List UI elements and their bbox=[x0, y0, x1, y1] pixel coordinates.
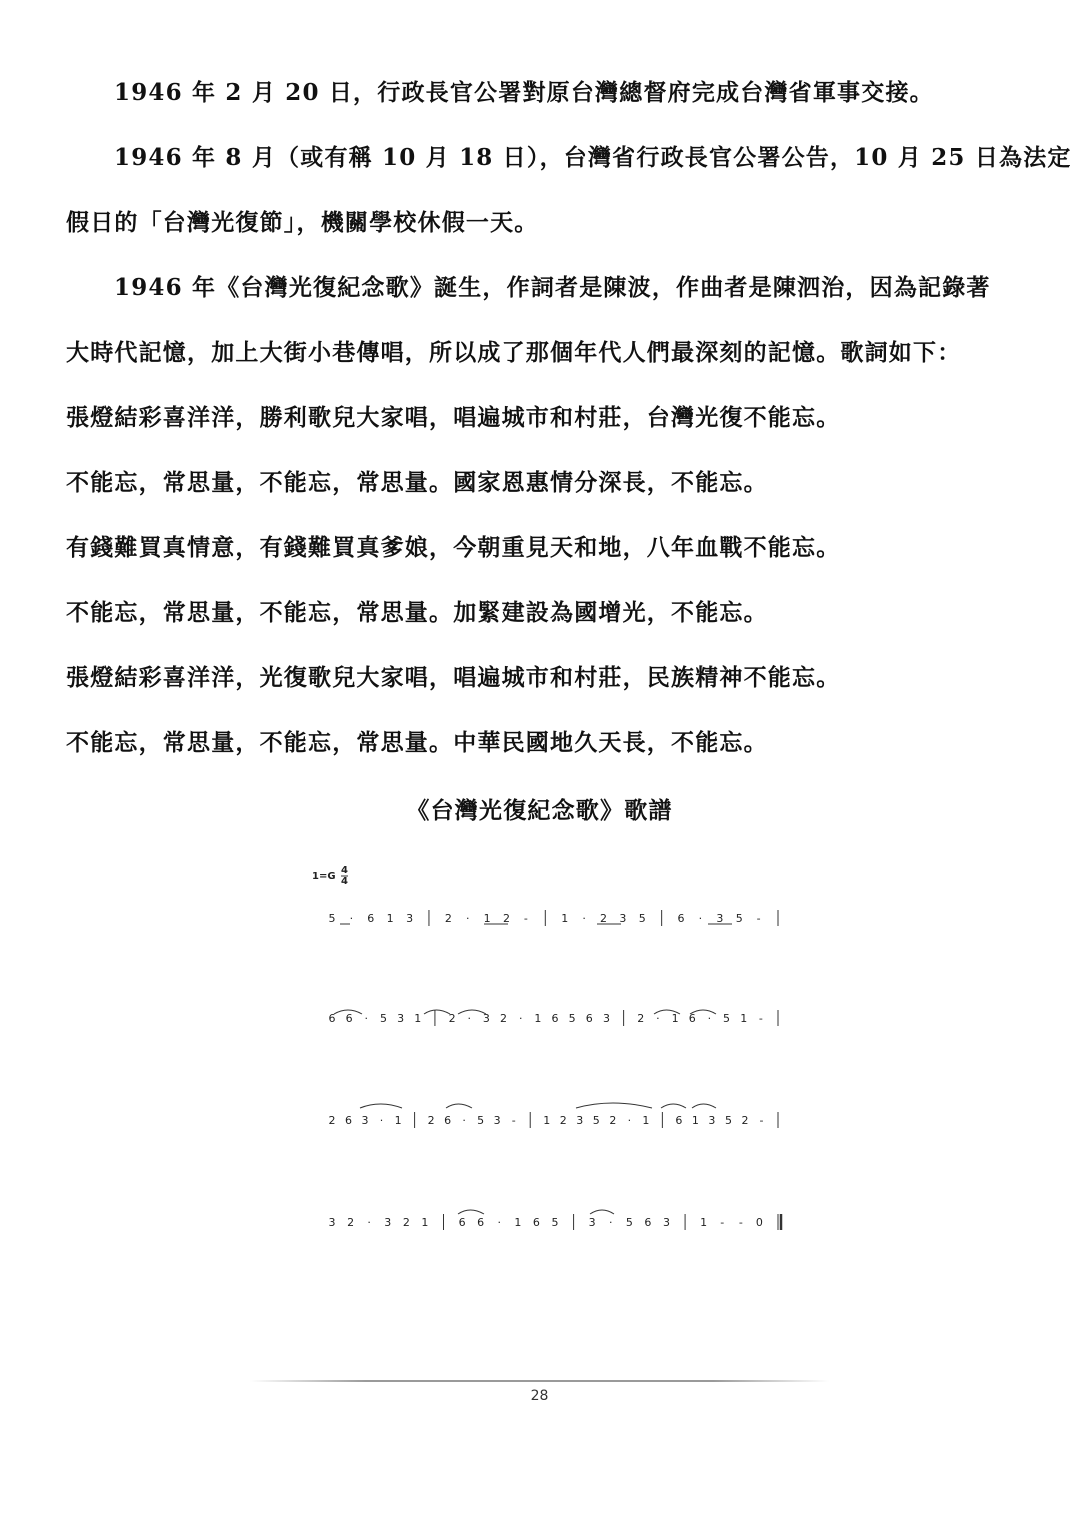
score-row-4 bbox=[329, 1214, 782, 1230]
score-note: 6 bbox=[458, 1216, 466, 1229]
score-note: 3 bbox=[397, 1012, 405, 1025]
score-note: 1 bbox=[483, 912, 491, 925]
lyric-line-2: 不能忘，常思量，不能忘，常思量。國家恩惠情分深長，不能忘。 bbox=[66, 469, 768, 496]
score-note: 2 bbox=[599, 912, 607, 925]
score-note: · bbox=[582, 912, 586, 925]
score-note: 3 bbox=[482, 1012, 490, 1025]
score-note: 5 bbox=[477, 1114, 485, 1127]
score-note: 1 bbox=[642, 1114, 650, 1127]
score-note: 1 bbox=[700, 1216, 708, 1229]
score-note: · bbox=[656, 1012, 660, 1025]
score-note: 3 bbox=[576, 1114, 584, 1127]
score-note: · bbox=[518, 1012, 523, 1025]
score-note: 5 bbox=[724, 1114, 732, 1127]
score-note: · bbox=[364, 1012, 369, 1025]
score-note: 3 bbox=[493, 1114, 501, 1127]
score-note: 6 bbox=[551, 1012, 559, 1025]
score-note: 2 bbox=[741, 1114, 749, 1127]
score-note: 3 bbox=[328, 1216, 336, 1229]
lyric-line-6: 不能忘，常思量，不能忘，常思量。中華民國地久天長，不能忘。 bbox=[66, 729, 768, 756]
score-marks bbox=[334, 924, 732, 1214]
score-note: 3 bbox=[619, 912, 627, 925]
score-note: 1 bbox=[740, 1012, 748, 1025]
score-note: · bbox=[627, 1114, 632, 1127]
score-note: · bbox=[497, 1216, 501, 1229]
score-note: · bbox=[379, 1114, 384, 1127]
score-note: 5 bbox=[379, 1012, 387, 1025]
score-note: · bbox=[609, 1216, 613, 1229]
score-note: - bbox=[758, 1012, 763, 1025]
score-note: 5 bbox=[638, 912, 646, 925]
score-note: 6 bbox=[345, 1114, 353, 1127]
score-note: 2 bbox=[448, 1012, 456, 1025]
score-note: 6 bbox=[677, 912, 685, 925]
score-row-2 bbox=[329, 1010, 779, 1026]
score-note: 2 bbox=[347, 1216, 355, 1229]
score-note: - bbox=[511, 1114, 516, 1127]
score-note: 6 bbox=[477, 1216, 485, 1229]
score-note: 6 bbox=[444, 1114, 452, 1127]
score-note: 6 bbox=[644, 1216, 652, 1229]
score-note: · bbox=[698, 912, 703, 925]
slur-mark bbox=[458, 1210, 484, 1214]
paragraph-3-line-2: 大時代記憶，加上大街小巷傳唱，所以成了那個年代人們最深刻的記憶。歌詞如下： bbox=[66, 339, 962, 366]
paragraph-2-line-2: 假日的「台灣光復節」，機關學校休假一天。 bbox=[66, 209, 539, 236]
score-note: 3 bbox=[384, 1216, 392, 1229]
paragraph-1: 1946 年 2 月 20 日，行政長官公署對原台灣總督府完成台灣省軍事交接。 bbox=[114, 79, 934, 106]
score-note: 2 bbox=[427, 1114, 435, 1127]
score-note: - bbox=[756, 912, 761, 925]
footer-divider bbox=[250, 1380, 829, 1382]
score-note: 2 bbox=[444, 912, 452, 925]
paragraph-2-line-1: 1946 年 8 月（或有稱 10 月 18 日），台灣省行政長官公署公告，10 月 25 日為法定 bbox=[114, 144, 1072, 171]
score-note: 6 bbox=[585, 1012, 593, 1025]
score-title: 《台灣光復紀念歌》歌譜 bbox=[406, 797, 673, 824]
score-note: 3 bbox=[406, 912, 414, 925]
score-note: 1 bbox=[394, 1114, 402, 1127]
score-note: · bbox=[465, 912, 470, 925]
slur-mark bbox=[446, 1104, 472, 1108]
slur-mark bbox=[424, 1010, 450, 1014]
score-note: 3 bbox=[663, 1216, 670, 1229]
score-note: 3 bbox=[716, 912, 724, 925]
score-note: 5 bbox=[592, 1114, 600, 1127]
score-note: 1 bbox=[514, 1216, 522, 1229]
score-note: 5 bbox=[551, 1216, 559, 1229]
score-note: 5 bbox=[625, 1216, 633, 1229]
score-note: · bbox=[367, 1216, 371, 1229]
score-note: 2 bbox=[402, 1216, 410, 1229]
score-note: · bbox=[349, 912, 354, 925]
score-note: 6 bbox=[532, 1216, 540, 1229]
lyric-line-1: 張燈結彩喜洋洋，勝利歌兒大家唱，唱遍城市和村莊，台灣光復不能忘。 bbox=[66, 404, 841, 431]
score-note: 1 bbox=[421, 1216, 429, 1229]
score-key: 1=G bbox=[312, 871, 336, 882]
slur-mark bbox=[590, 1210, 614, 1214]
score-note: 6 bbox=[688, 1012, 696, 1025]
lyric-line-3: 有錢難買真情意，有錢難買真爹娘，今朝重見天和地，八年血戰不能忘。 bbox=[66, 534, 841, 561]
score-note: 1 bbox=[543, 1114, 551, 1127]
score-note: 5 bbox=[735, 912, 743, 925]
score-note: 1 bbox=[671, 1012, 679, 1025]
score-note: · bbox=[707, 1012, 712, 1025]
score-note: 5 bbox=[568, 1012, 576, 1025]
score-note: 1 bbox=[561, 912, 569, 925]
score-note: 6 bbox=[675, 1114, 683, 1127]
slur-mark bbox=[360, 1104, 402, 1108]
score-note: 6 bbox=[345, 1012, 353, 1025]
score-note: 1 bbox=[691, 1114, 699, 1127]
score-note: 6 bbox=[367, 912, 375, 925]
score-note: 2 bbox=[328, 1114, 336, 1127]
page-number: 28 bbox=[530, 1388, 549, 1404]
score-note: 5 bbox=[328, 912, 336, 925]
score-note: · bbox=[467, 1012, 471, 1025]
lyric-line-5: 張燈結彩喜洋洋，光復歌兒大家唱，唱遍城市和村莊，民族精神不能忘。 bbox=[66, 664, 841, 691]
score-note: 3 bbox=[588, 1216, 596, 1229]
score-note: 2 bbox=[609, 1114, 617, 1127]
slur-mark bbox=[458, 1010, 486, 1014]
score-note: 0 bbox=[755, 1216, 763, 1229]
score-note: 5 bbox=[723, 1012, 731, 1025]
score-note: 2 bbox=[500, 1012, 508, 1025]
paragraph-3-line-1: 1946 年《台灣光復紀念歌》誕生，作詞者是陳波，作曲者是陳泗治，因為記錄著 bbox=[114, 274, 991, 301]
score-note: 3 bbox=[361, 1114, 369, 1127]
score-note: 2 bbox=[559, 1114, 567, 1127]
score-note: 3 bbox=[602, 1012, 610, 1025]
time-signature-bottom: 4 bbox=[341, 876, 348, 887]
slur-mark bbox=[692, 1104, 716, 1108]
lyric-line-4: 不能忘，常思量，不能忘，常思量。加緊建設為國增光，不能忘。 bbox=[66, 599, 768, 626]
score-note: · bbox=[462, 1114, 466, 1127]
score-note: 6 bbox=[328, 1012, 336, 1025]
score-note: 2 bbox=[637, 1012, 645, 1025]
score-note: - bbox=[759, 1114, 764, 1127]
score-note: - bbox=[720, 1216, 725, 1229]
score-note: - bbox=[738, 1216, 743, 1229]
score-note: 1 bbox=[534, 1012, 542, 1025]
slur-mark bbox=[661, 1104, 686, 1108]
score-note: 3 bbox=[708, 1114, 716, 1127]
score-row-3 bbox=[329, 1112, 779, 1128]
score-note: 1 bbox=[386, 912, 394, 925]
score-note: 2 bbox=[503, 912, 511, 925]
score-note: - bbox=[523, 912, 528, 925]
slur-mark bbox=[576, 1103, 652, 1108]
time-signature-top: 4 bbox=[341, 865, 348, 876]
score-note: 1 bbox=[414, 1012, 422, 1025]
